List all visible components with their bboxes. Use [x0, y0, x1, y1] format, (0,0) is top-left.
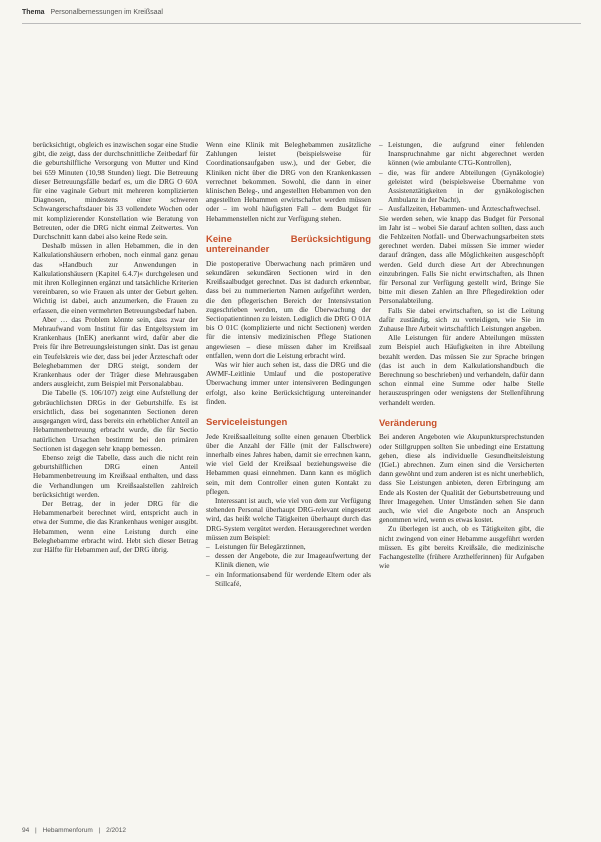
- list-item: – Leistungen, die aufgrund einer fehlenden Inanspruchnahme gar nicht abgerechnet werden können (wie ambulante CTG-Kontrollen),: [388, 140, 544, 168]
- paragraph: berücksichtigt, obgleich es inzwischen sogar eine Studie gibt, die zeigt, dass der durchschnittliche Zeitbedarf für die geburtshilfliche Versorgung von Mutter und Kind bei 659 Minuten (10,98 Stunden) liegt. Die Betreuung dieser Betreuungsfälle bedarf es, um die DRG O 60A für eine vaginale Geburt mit mehreren komplizierten Diagnosen, mindestens einer schweren Schwangerschaftsdauer bis 33 vollendete Wochen oder mit komplizierender Konstellation wie Beratung von Betreuten, oder die DRG nicht einmal Zeitwertes. Von Durchschnitt kann dabei also keine Rede sein.: [33, 140, 198, 242]
- text-column-2: [206, 140, 371, 588]
- paragraph: Sie werden sehen, wie knapp das Budget für Personal im Jahr ist – wobei Sie darauf achten sollten, dass auch die Fehlzeiten Notfall- und Überwachungsarbeiten stets gerechnet werden. Dabei müssen Sie immer wieder darauf drängen, dass alle Möglichkeiten ausgeschöpft werden. Geld durch diese Art der Abrechnungen einzubringen. Falls Sie nicht erwirtschaften, als Ihnen für Personal zur Verfügung gestellt wird, Bringe Sie bitte mit diesen Zahlen an Ihre Pflegedirektion oder Personalabteilung.: [379, 213, 544, 306]
- paragraph: Die Tabelle (S. 106/107) zeigt eine Aufstellung der gebräuchlichsten DRGs in der Geburtshilfe. Es ist ersichtlich, dass bei sogenannten Sectionen deren ausgegangen wird, dass bereits ein erheblicher Anteil an Hebammenbetreuung erbracht wurde, die für Sectio natürlichen Ursachen bestimmt bei den primären Sectionen ist dagegen sehr knapp bemessen.: [33, 388, 198, 453]
- issue-number: 2/2012: [106, 827, 126, 834]
- paragraph: Der Betrag, der in jeder DRG für die Hebammenarbeit berechnet wird, entspricht auch in etwa der Summe, die das Krankenhaus weniger ausgibt. Hebammen, wenn eine Leistung durch eine Beleghebamme erbracht wird. Hebt sich dieser Betrag zur Hälfte für Hebammen auf, der DRG übrig.: [33, 498, 198, 554]
- paragraph: Ebenso zeigt die Tabelle, dass auch die nicht rein geburtshilflichen DRG einen Anteil Hebammenbetreuung im Kreißsaal enthalten, und dass die Verhandlungen um Kreißsaalstellen zahlreich berücksichtigt werden.: [33, 452, 198, 499]
- paragraph: Die postoperative Überwachung nach primären und sekundären sekundären Sectionen wird in den Kreißsaalbudget gerechnet. Das ist dadurch erkennbar, dass bei zu nummerierten Namen aufgeführt werden, die den pflegerischen Bereich der Intensivstation zugeschrieben werden, um die Überwachung der Sectiopatientinnen zu leisten. Lediglich die DRG O 01A bis O 01C (komplizierte und nicht Sectionen) werden für die intensiv medizinischen Pflege Stationen angewiesen – diese müssen daher im Kreißsaal entfallen, wenn dort die Leistung erbracht wird.: [206, 258, 371, 360]
- bullet-list: [379, 140, 544, 214]
- list-item: – ein Informationsabend für werdende Eltern oder als Stillcafé,: [215, 570, 371, 588]
- paragraph: Bei anderen Angeboten wie Akupunktursprechstunden oder Stillgruppen sollten Sie unbedingt eine Erstattung gehen, diese als individuelle Gesundheitsleistung (IGeL) abrechnen. Zum einen sind die Versicherten dann gewöhnt und zum anderen ist es nicht unerheblich, dass Sie Leistungen anbieten, deren Erbringung am Ende als Kosten der Qualität der Geburtsbetreuung und Ihrer Imagegehen. Unter Umständen sehen Sie dann auch, wie viel die Angebote noch an Anspruch genommen wird, wenn es etwas kostet.: [379, 432, 544, 525]
- publication-name: Hebammenforum: [42, 827, 93, 834]
- paragraph: Interessant ist auch, wie viel von dem zur Verfügung stehenden Personal überhaupt DRG-relevant eingesetzt wird, das heißt welche Tätigkeiten überhaupt durch das DRG-System vergütet werden. Herausgerechnet werden müssen zum Beispiel:: [206, 496, 371, 542]
- header-kicker: Thema: [22, 9, 45, 16]
- page-number: 94: [22, 827, 30, 834]
- paragraph: Falls Sie dabei erwirtschaften, so ist die Leitung dafür zuständig, sich zu verteidigen, wie Sie im Zuhause Ihre Arbeit wirtschaftlich Leistungen angeben.: [379, 305, 544, 334]
- paragraph: Alle Leistungen für andere Abteilungen müssten zum Beispiel auch Häufigkeiten in ihre Abteilung bezahlt werden. Das müssen Sie zur Sprache bringen (das ist auch in dem Kalkulationshandbuch die Berechnung so beschrieben) und verhandeln, dafür dann schon einmal eine Summe oder halbe Stelle herauszuspringen oder wenigstens der Stellenführung verhandelt werden.: [379, 333, 544, 407]
- footer-separator: |: [35, 827, 37, 834]
- paragraph: Aber … das Problem könnte sein, dass zwar der Mehraufwand vom Institut für das Entgeltsystem im Krankenhaus (InEK) anerkannt wird, dafür aber die Preis für ihre Betreuungsleistungen sinkt. Das ist genau ein Teufelskreis wie der, dass bei jeder Ärzteschaft oder Beleghebammen der DRG steigt, sondern der Krankenhaus oder der Träger diese Mehrausgaben anders ausgleicht, zum Beispiel mit Personalabbau.: [33, 314, 198, 389]
- footer-separator: |: [98, 827, 101, 834]
- text-column-3: [379, 140, 544, 570]
- paragraph: Wenn eine Klinik mit Beleghebammen zusätzliche Zahlungen leistet (beispielsweise für Coordinationsaufgaben usw.), und der Geber, die Kliniken nicht über die DRG von den Krankenkassen verrechnet bekommen. Sowohl, die dann in einer klinischen Beleg-, und angestellten Hebammen von den angestellten Hebammen erwirtschaftet werden müssen oder – im wohl häufigsten Fall – dem Budget für Hebammenstellen nicht zur Verfügung stehen.: [206, 140, 371, 223]
- text-column-1: [33, 140, 198, 554]
- section-heading: Veränderung: [379, 417, 438, 429]
- paragraph: Jede Kreißsaalleitung sollte einen genauen Überblick über die Anzahl der Fälle (mit der Fallschwere) innerhalb eines Jahres haben, damit sie errechnen kann, wie viel Geld der Kreißsaal beziehungsweise die Hebammen quasi einnehmen. Dann kann es möglich sein, mit dem Controller einen guten Kontakt zu pflegen.: [206, 431, 371, 496]
- paragraph: Deshalb müssen in allen Hebammen, die in den Kalkulationshäusern erhoben, noch einmal ganz genau das »Handbuch zur Anwendungen in Kalkulationshäusern (Kapitel 6.4.7)« durchgelesen und mit ihren Kolleginnen ergänzt und tatsächliche Kriterien vereinbaren, so wie Frauen als unter der Geburt gelten. Wichtig ist dabei, auch anzumerken, die Frauen zu erfassen, die einen vermehrten Betreuungsbedarf haben.: [33, 241, 198, 315]
- page-footer: [22, 827, 126, 834]
- running-header: [22, 9, 581, 24]
- paragraph: Zu überlegen ist auch, ob es Tätigkeiten gibt, die nicht zwingend von einer Hebamme ausgeführt werden müssen. Es gibt bereits Kreißsäle, die medizinische Fachangestellte (frühere Arzthelferinnen) für Aufgaben wie: [379, 524, 544, 571]
- list-item: – Leistungen für Belegärztinnen,: [215, 542, 371, 551]
- section-heading: Serviceleistungen: [206, 417, 288, 429]
- paragraph: Was wir hier auch sehen ist, dass die DRG und die AWMF-Leitlinie Umlauf und die postoperative Überwachung immer unter intensiveren Bedingungen erfolgt, also keine Berücksichtigung untereinander finden.: [206, 360, 371, 406]
- header-title: Personalbemessungen im Kreißsaal: [50, 9, 163, 16]
- list-item: – dessen der Angebote, die zur Imageaufwertung der Klinik dienen, wie: [215, 551, 371, 569]
- section-heading: Keine Berücksichtigung untereinander: [206, 233, 371, 256]
- list-item: – die, was für andere Abteilungen (Gynäkologie) geleistet wird (beispielsweise Übernahme von Assistenztätigkeiten in der gynäkologischen Ambulanz in der Nacht),: [388, 168, 544, 205]
- bullet-list: [206, 542, 371, 588]
- list-item: – Ausfallzeiten, Hebammen- und Ärzteschaftwechsel.: [388, 204, 544, 213]
